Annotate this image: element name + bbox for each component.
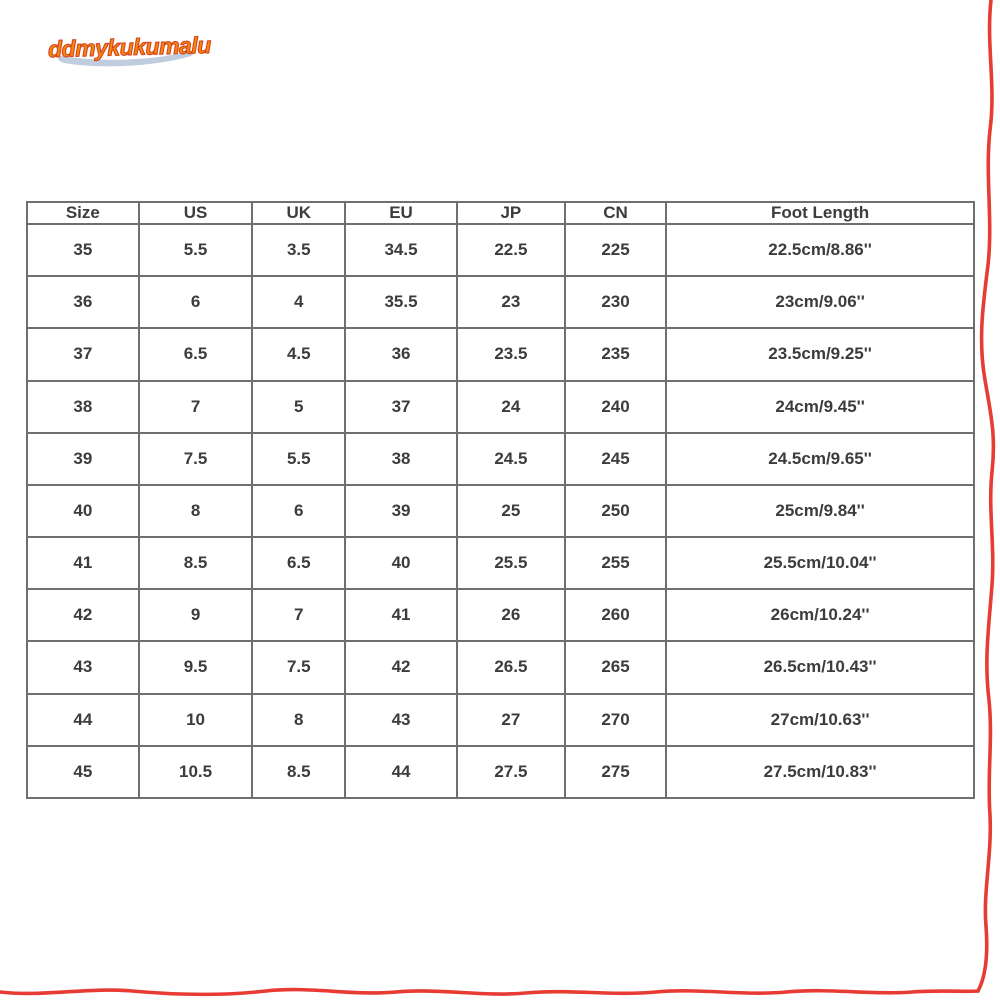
table-cell: 265 [565,641,666,693]
table-row [27,589,974,641]
table-cell: 275 [565,746,666,798]
table-cell: 25.5 [457,537,565,589]
table-cell: 40 [27,485,139,537]
table-cell: 27cm/10.63'' [666,694,974,746]
table-cell: 255 [565,537,666,589]
table-cell: 35.5 [345,276,457,328]
table-row [27,381,974,433]
table-cell: 25 [457,485,565,537]
table-cell: 24 [457,381,565,433]
table-cell: 27.5cm/10.83'' [666,746,974,798]
table-cell: 7.5 [252,641,345,693]
table-cell: 23.5cm/9.25'' [666,328,974,380]
table-header [27,202,974,224]
table-cell: 26.5cm/10.43'' [666,641,974,693]
table-cell: 26 [457,589,565,641]
table-row [27,276,974,328]
table-cell: 5.5 [139,224,253,276]
column-header: JP [457,202,565,224]
column-header: UK [252,202,345,224]
squiggle-right-edge [978,0,993,991]
table-row [27,537,974,589]
table-cell: 45 [27,746,139,798]
table-row [27,485,974,537]
table-cell: 4.5 [252,328,345,380]
table-cell: 245 [565,433,666,485]
column-header: EU [345,202,457,224]
table-cell: 37 [27,328,139,380]
table-cell: 8.5 [139,537,253,589]
table-cell: 8 [252,694,345,746]
table-cell: 3.5 [252,224,345,276]
table-cell: 36 [345,328,457,380]
table-cell: 23.5 [457,328,565,380]
table-cell: 250 [565,485,666,537]
table-cell: 26cm/10.24'' [666,589,974,641]
table-cell: 6 [252,485,345,537]
table-cell: 23 [457,276,565,328]
table-cell: 26.5 [457,641,565,693]
table-row [27,224,974,276]
table-cell: 9.5 [139,641,253,693]
column-header: CN [565,202,666,224]
table-cell: 39 [345,485,457,537]
table-cell: 7 [139,381,253,433]
table-cell: 23cm/9.06'' [666,276,974,328]
size-chart-table [26,201,975,799]
column-header: US [139,202,253,224]
table-cell: 10 [139,694,253,746]
table-cell: 42 [345,641,457,693]
column-header: Size [27,202,139,224]
table-cell: 41 [345,589,457,641]
header-row [27,202,974,224]
table-cell: 230 [565,276,666,328]
table-cell: 27.5 [457,746,565,798]
table-cell: 8 [139,485,253,537]
table-cell: 5 [252,381,345,433]
table-cell: 43 [345,694,457,746]
table-cell: 5.5 [252,433,345,485]
table-row [27,328,974,380]
squiggle-bottom-edge [0,990,978,995]
table-cell: 7 [252,589,345,641]
table-cell: 34.5 [345,224,457,276]
table-cell: 270 [565,694,666,746]
table-cell: 235 [565,328,666,380]
table-cell: 6 [139,276,253,328]
table-cell: 37 [345,381,457,433]
watermark-text: ddmykukumalu [47,31,212,63]
table-cell: 24.5 [457,433,565,485]
table-cell: 4 [252,276,345,328]
table-cell: 225 [565,224,666,276]
column-header: Foot Length [666,202,974,224]
table-cell: 240 [565,381,666,433]
table-row [27,746,974,798]
table-cell: 25cm/9.84'' [666,485,974,537]
table-cell: 43 [27,641,139,693]
table-cell: 24.5cm/9.65'' [666,433,974,485]
table-row [27,641,974,693]
table-cell: 7.5 [139,433,253,485]
table-cell: 8.5 [252,746,345,798]
table-row [27,694,974,746]
table-cell: 9 [139,589,253,641]
table-cell: 25.5cm/10.04'' [666,537,974,589]
watermark [44,28,214,76]
table-cell: 24cm/9.45'' [666,381,974,433]
table-cell: 10.5 [139,746,253,798]
table-cell: 22.5 [457,224,565,276]
table-cell: 27 [457,694,565,746]
table-row [27,433,974,485]
table-cell: 44 [27,694,139,746]
table-cell: 38 [345,433,457,485]
table-cell: 35 [27,224,139,276]
table-cell: 38 [27,381,139,433]
table-cell: 39 [27,433,139,485]
table-cell: 40 [345,537,457,589]
table-cell: 260 [565,589,666,641]
table-cell: 22.5cm/8.86'' [666,224,974,276]
table-cell: 6.5 [252,537,345,589]
table-cell: 41 [27,537,139,589]
table-cell: 6.5 [139,328,253,380]
table-cell: 42 [27,589,139,641]
table-cell: 44 [345,746,457,798]
table-cell: 36 [27,276,139,328]
